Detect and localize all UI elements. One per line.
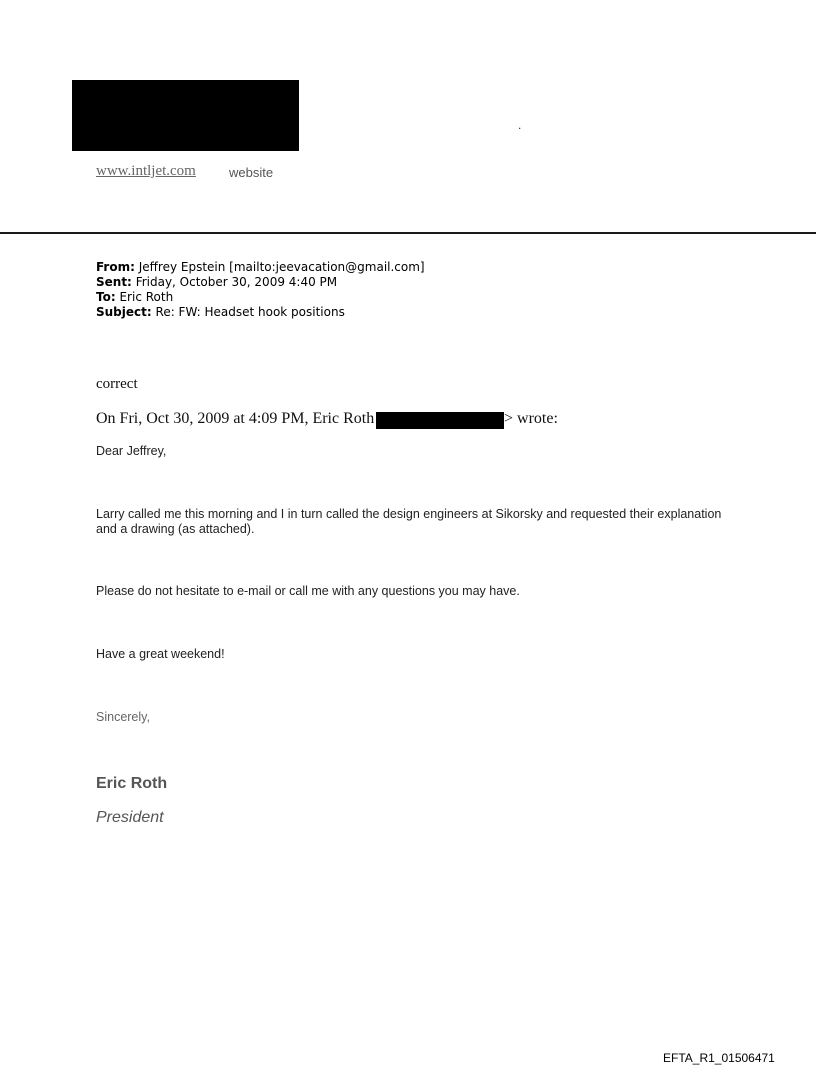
sent-label: Sent: <box>96 275 132 289</box>
website-link[interactable]: www.intljet.com <box>96 163 196 179</box>
sent-line <box>96 275 425 290</box>
website-label: website <box>229 165 274 180</box>
quote-attribution: On Fri, Oct 30, 2009 at 4:09 PM, Eric Roth <box>96 410 375 427</box>
closing: Sincerely, <box>96 710 150 724</box>
email-redaction-box <box>376 412 504 429</box>
to-label: To: <box>96 290 116 304</box>
letterhead-dot: . <box>518 118 522 132</box>
document-id: EFTA_R1_01506471 <box>663 1051 775 1065</box>
to-line <box>96 290 425 305</box>
header-divider <box>0 232 816 234</box>
body-paragraph: Larry called me this morning and I in turn called the design engineers at Sikorsky and requested their explanation and a drawing (as attached). <box>96 507 722 536</box>
subject-label: Subject: <box>96 305 152 319</box>
reply-text: correct <box>96 376 138 392</box>
quote-attribution-suffix: > wrote: <box>504 410 558 427</box>
from-label: From: <box>96 260 135 274</box>
from-value: Jeffrey Epstein [mailto:jeevacation@gmail.com] <box>138 260 425 274</box>
subject-line <box>96 305 425 320</box>
from-line <box>96 260 425 275</box>
signature-name: Eric Roth <box>96 775 168 792</box>
logo-redaction-box <box>72 80 299 151</box>
subject-value: Re: FW: Headset hook positions <box>155 305 345 319</box>
body-paragraph: Have a great weekend! <box>96 647 225 661</box>
salutation: Dear Jeffrey, <box>96 444 167 458</box>
signature-title: President <box>96 809 164 826</box>
sent-value: Friday, October 30, 2009 4:40 PM <box>135 275 338 289</box>
email-header <box>96 260 425 320</box>
to-value: Eric Roth <box>119 290 174 304</box>
body-paragraph: Please do not hesitate to e-mail or call me with any questions you may have. <box>96 584 520 598</box>
